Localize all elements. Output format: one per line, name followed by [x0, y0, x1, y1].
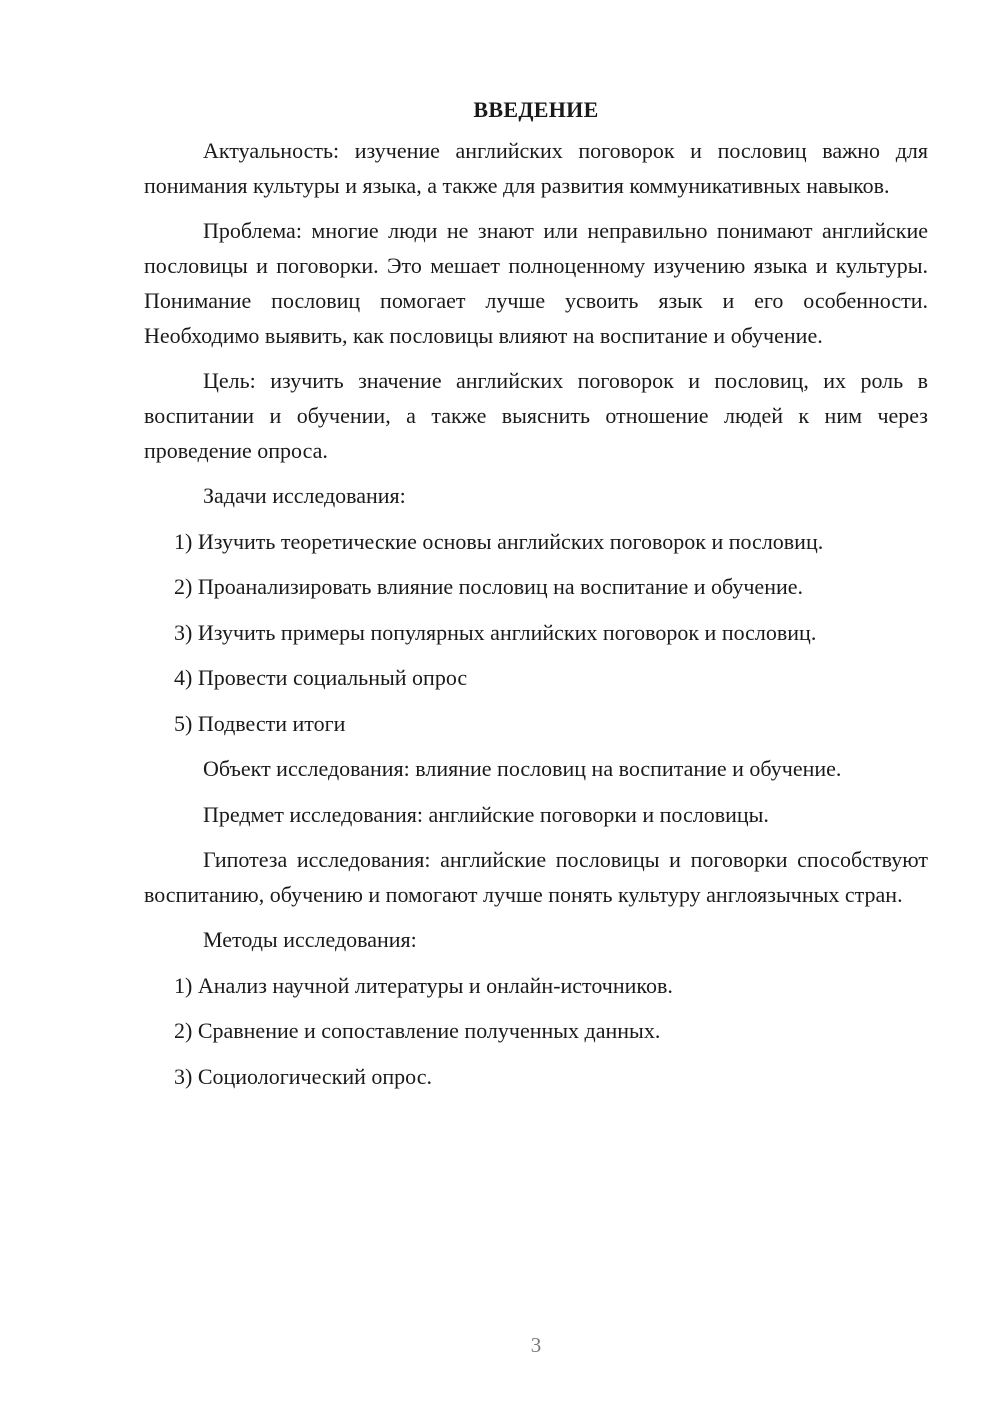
page-title: ВВЕДЕНИЕ — [473, 97, 599, 122]
list-item: 5) Подвести итоги — [174, 710, 346, 736]
page-number: 3 — [530, 1333, 542, 1357]
subject-line: Предмет исследования: английские поговорки и пословицы. — [203, 801, 769, 827]
goal-paragraph: Цель: изучить значение английских поговорок и пословиц, их роль в воспитании и обучении, а также выяснить отношение людей к ним через проведение опроса. — [144, 368, 928, 463]
list-item: 4) Провести социальный опрос — [174, 665, 468, 690]
list-item: 3) Социологический опрос. — [174, 1063, 432, 1089]
tasks-label: Задачи исследования: — [203, 483, 406, 508]
methods-label: Методы исследования: — [203, 927, 417, 952]
list-item: 3) Изучить примеры популярных английских поговорок и пословиц. — [174, 619, 817, 645]
document-page — [144, 92, 928, 1104]
methods-list — [144, 968, 928, 1094]
list-item: 1) Анализ научной литературы и онлайн-источников. — [174, 972, 673, 998]
problem-paragraph: Проблема: многие люди не знают или неправильно понимают английские пословицы и поговорки. Это мешает полноценному изучению языка и культуры. Понимание пословиц помогает лучше усвоить язык и его особенности. Необходимо выявить, как пословицы влияют на воспитание и обучение. — [144, 218, 928, 348]
hypothesis-paragraph: Гипотеза исследования: английские пословицы и поговорки способствуют воспитанию, обучению и помогают лучше понять культуру англоязычных стран. — [144, 847, 928, 907]
list-item: 2) Сравнение и сопоставление полученных данных. — [174, 1018, 661, 1043]
relevance-paragraph: Актуальность: изучение английских поговорок и пословиц важно для понимания культуры и языка, а также для развития коммуникативных навыков. — [144, 138, 928, 198]
object-line: Объект исследования: влияние пословиц на воспитание и обучение. — [203, 756, 842, 781]
list-item: 1) Изучить теоретические основы английских поговорок и пословиц. — [174, 528, 824, 554]
list-item: 2) Проанализировать влияние пословиц на воспитание и обучение. — [174, 574, 804, 599]
tasks-list — [144, 524, 928, 741]
